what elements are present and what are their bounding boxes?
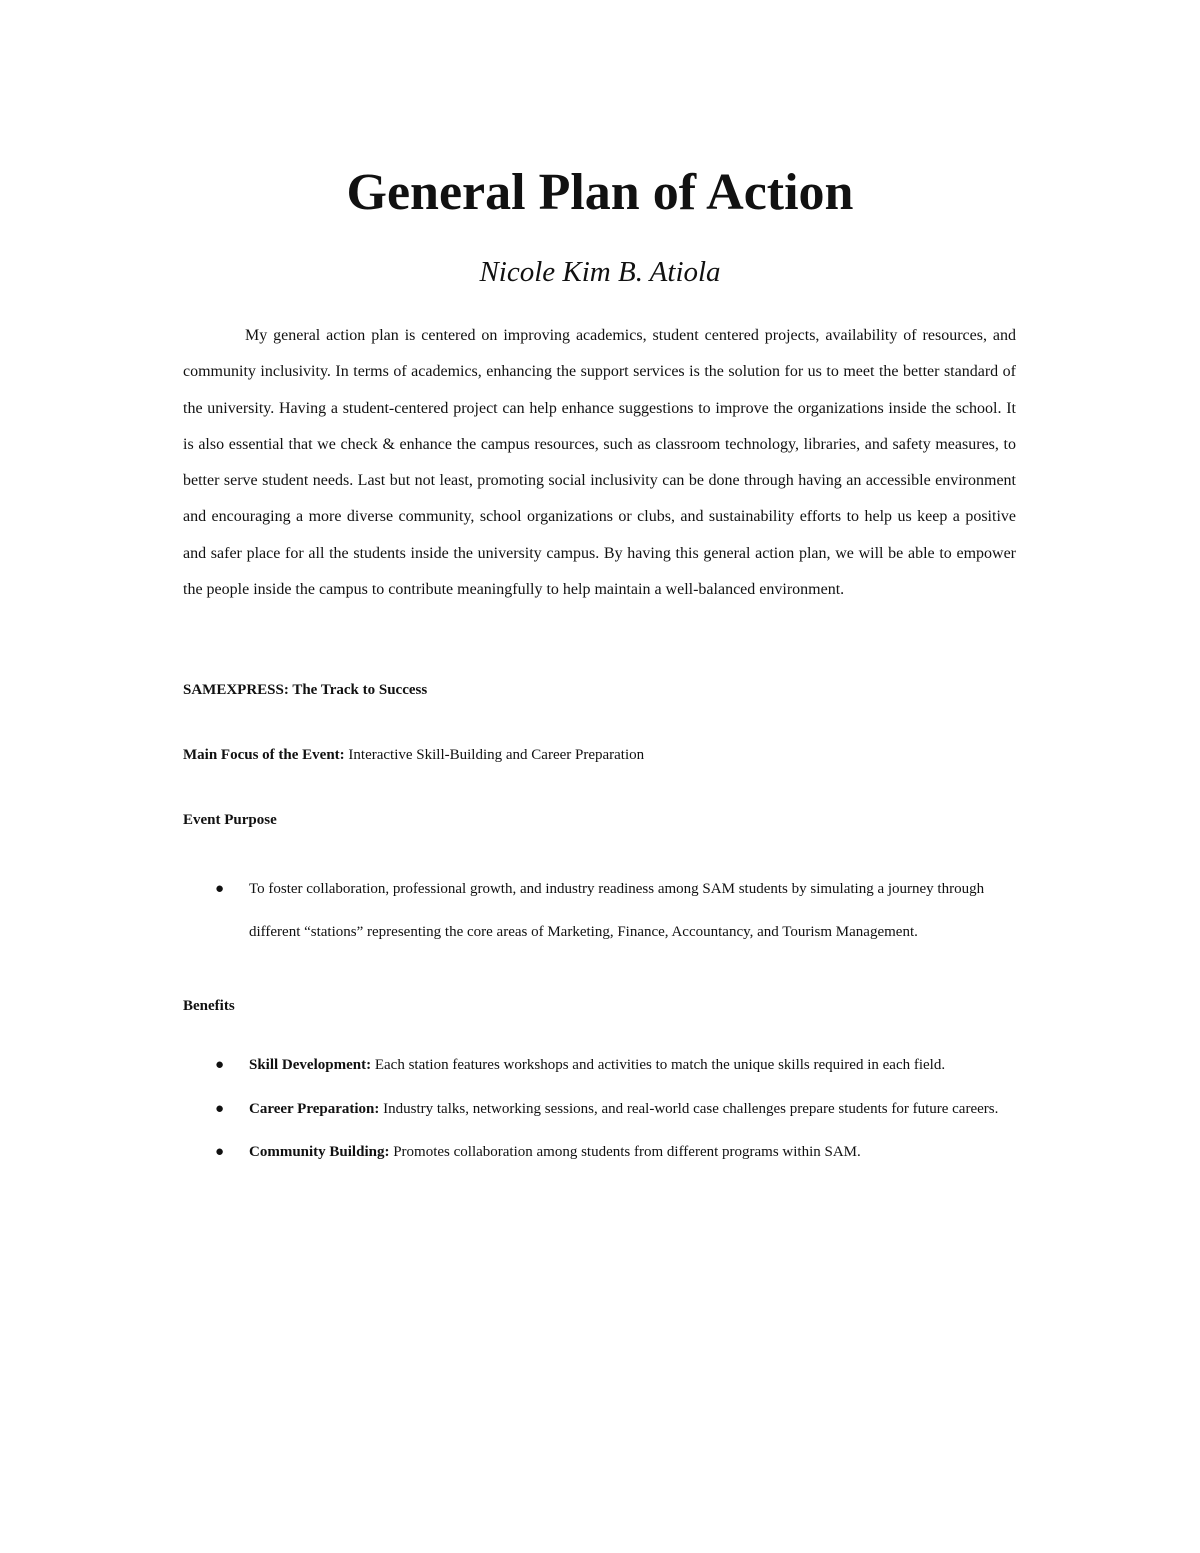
event-purpose-heading: Event Purpose bbox=[183, 812, 277, 828]
benefit-text: Promotes collaboration among students from different programs within SAM. bbox=[389, 1144, 861, 1160]
benefits-list bbox=[183, 1044, 1016, 1175]
bullet-icon: ● bbox=[215, 1100, 225, 1117]
list-item bbox=[183, 1131, 1016, 1175]
benefits-heading: Benefits bbox=[183, 998, 235, 1014]
list-item bbox=[183, 868, 1016, 953]
benefit-text: Industry talks, networking sessions, and real-world case challenges prepare students for future careers. bbox=[379, 1100, 999, 1117]
document-title: General Plan of Action bbox=[346, 164, 854, 221]
purpose-item-text: To foster collaboration, professional growth, and industry readiness among SAM students by simulating a journey through different “stations” representing the core areas of Marketing, Finance, Accountancy, and Tourism Management. bbox=[249, 881, 985, 940]
benefit-label: Community Building: bbox=[249, 1144, 390, 1160]
list-item bbox=[183, 1088, 1016, 1132]
bullet-icon: ● bbox=[215, 1144, 225, 1160]
intro-paragraph: My general action plan is centered on improving academics, student centered projects, availability of resources, and community inclusivity. In terms of academics, enhancing the support services is the solution for us to meet the better standard of the university. Having a student-centered project can help enhance suggestions to improve the organizations inside the school. It is also essential that we check & enhance the campus resources, such as classroom technology, libraries, and safety measures, to better serve student needs. Last but not least, promoting social inclusivity can be done through having an accessible environment and encouraging a more diverse community, school organizations or clubs, and sustainability efforts to help us keep a positive and safer place for all the students inside the university campus. By having this general action plan, we will be able to empower the people inside the campus to contribute meaningfully to help maintain a well-balanced environment. bbox=[183, 327, 1016, 599]
benefit-label: Career Preparation: bbox=[249, 1100, 380, 1117]
list-item bbox=[183, 1044, 1016, 1088]
author-name: Nicole Kim B. Atiola bbox=[479, 256, 721, 288]
benefit-text: Each station features workshops and activities to match the unique skills required in each field. bbox=[371, 1057, 946, 1073]
main-focus-label: Main Focus of the Event: bbox=[183, 747, 345, 763]
event-purpose-list bbox=[183, 868, 1016, 953]
bullet-icon: ● bbox=[215, 1057, 225, 1073]
benefit-label: Skill Development: bbox=[249, 1057, 372, 1073]
main-focus-line bbox=[183, 744, 1016, 766]
bullet-icon: ● bbox=[215, 881, 225, 897]
event-title: SAMEXPRESS: The Track to Success bbox=[183, 682, 428, 698]
main-focus-value: Interactive Skill-Building and Career Preparation bbox=[344, 747, 645, 763]
